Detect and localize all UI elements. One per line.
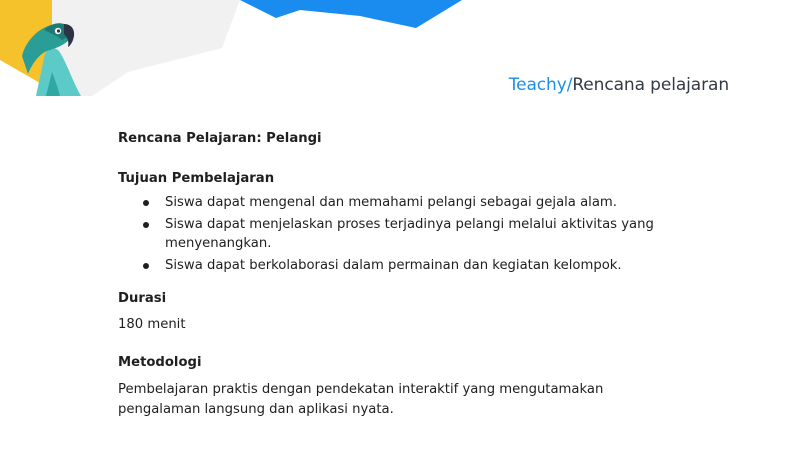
methodology-text: Pembelajaran praktis dengan pendekatan interaktif yang mengutamakan pengalaman langsung dan aplikasi nyata. [118, 382, 604, 417]
lesson-plan [118, 129, 678, 438]
objective-item: Siswa dapat menjelaskan proses terjadinya pelangi melalui aktivitas yang menyenangkan. [165, 215, 678, 253]
objectives-list [118, 193, 678, 275]
objective-item: Siswa dapat mengenal dan memahami pelangi sebagai gejala alam. [165, 193, 678, 212]
blue-shape [240, 0, 462, 28]
duration-value: 180 menit [118, 317, 186, 332]
gray-shape [52, 0, 240, 96]
duration-heading: Durasi [118, 291, 167, 306]
methodology-heading: Metodologi [118, 355, 202, 370]
breadcrumb [509, 75, 729, 95]
breadcrumb-separator: / [566, 75, 573, 95]
brand-link[interactable]: Teachy [508, 75, 567, 95]
objective-item: Siswa dapat berkolaborasi dalam permainan dan kegiatan kelompok. [165, 256, 678, 275]
document-title: Rencana Pelajaran: Pelangi [118, 131, 322, 146]
breadcrumb-current: Rencana pelajaran [572, 75, 729, 95]
objectives-heading: Tujuan Pembelajaran [118, 171, 275, 186]
